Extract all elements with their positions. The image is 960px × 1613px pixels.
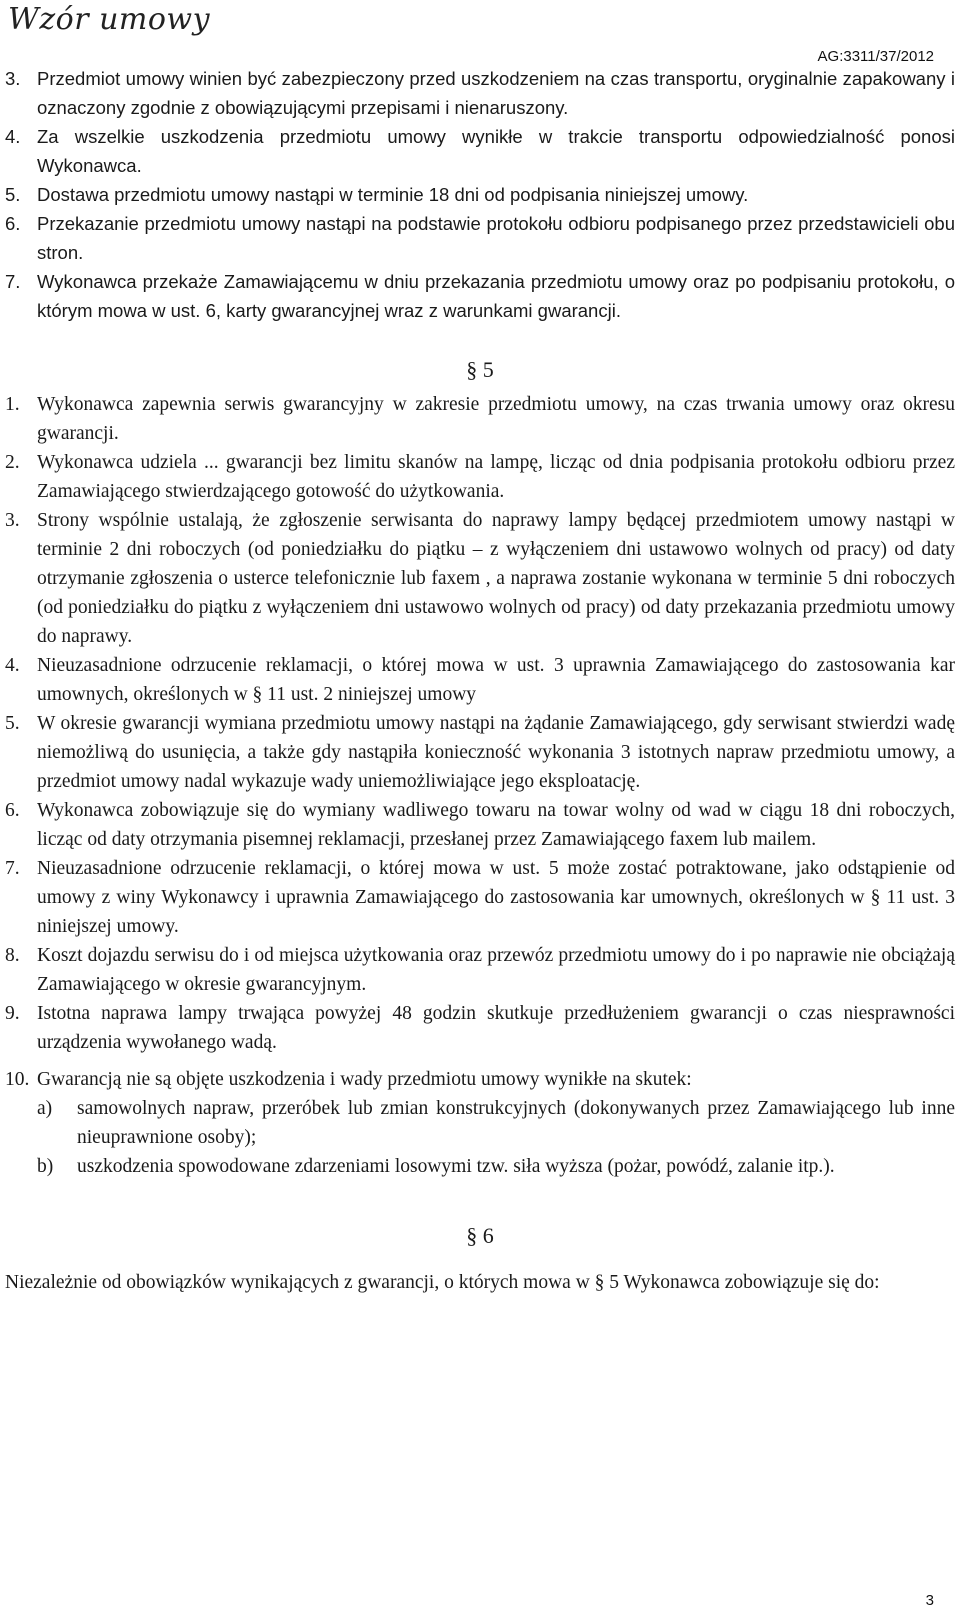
item-text: Przekazanie przedmiotu umowy nastąpi na podstawie protokołu odbioru podpisanego przez przedstawicieli obu stron.	[37, 213, 955, 263]
item-text: Wykonawca udziela ... gwarancji bez limitu skanów na lampę, licząc od dnia podpisania protokołu odbioru przez Zamawiającego stwierdzającego gotowość do użytkowania.	[37, 452, 955, 502]
list-item	[5, 709, 955, 796]
list-item	[5, 64, 955, 122]
item-number: 5.	[5, 184, 21, 205]
list-item	[5, 180, 955, 209]
item-number: 7.	[5, 271, 21, 292]
item-number: 5.	[5, 713, 20, 734]
list-item	[5, 651, 955, 709]
item-number: 10.	[5, 1069, 30, 1090]
sub-item-text: samowolnych napraw, przeróbek lub zmian konstrukcyjnych (dokonywanych przez Zamawiającego lub inne nieuprawnione osoby);	[77, 1098, 955, 1148]
item-text: Wykonawca zobowiązuje się do wymiany wadliwego towaru na towar wolny od wad w ciągu 18 dni roboczych, licząc od daty otrzymania pisemnej reklamacji, przesłanej przez Zamawiającego faxem lub mailem.	[37, 800, 955, 850]
list-item	[5, 854, 955, 941]
sub-item-letter: a)	[37, 1098, 53, 1119]
list-item	[5, 796, 955, 854]
sub-list-item	[5, 1094, 955, 1152]
list-item	[5, 1065, 955, 1094]
section-5-items	[5, 390, 955, 1181]
item-number: 7.	[5, 858, 20, 879]
item-number: 2.	[5, 452, 20, 473]
document-watermark-title: Wzór umowy	[8, 2, 211, 37]
item-text: Za wszelkie uszkodzenia przedmiotu umowy wynikłe w trakcie transportu odpowiedzialność ponosi Wykonawca.	[37, 126, 955, 176]
sub-item-text: uszkodzenia spowodowane zdarzeniami losowymi tzw. siła wyższa (pożar, powódź, zalanie itp.).	[77, 1156, 835, 1177]
item-text: Przedmiot umowy winien być zabezpieczony przed uszkodzeniem na czas transportu, oryginalnie zapakowany i oznaczony zgodnie z obowiązującymi przepisami i nienaruszony.	[37, 68, 955, 118]
item-text: Nieuzasadnione odrzucenie reklamacji, o której mowa w ust. 5 może zostać potraktowane, jako odstąpienie od umowy z winy Wykonawcy i uprawnia Zamawiającego do zastosowania kar umownych, określonych w § 11 ust. 3 niniejszej umowy.	[37, 858, 955, 937]
list-item	[5, 506, 955, 651]
item-text: Wykonawca zapewnia serwis gwarancyjny w zakresie przedmiotu umowy, na czas trwania umowy oraz okresu gwarancji.	[37, 394, 955, 444]
item-text: Dostawa przedmiotu umowy nastąpi w terminie 18 dni od podpisania niniejszej umowy.	[37, 184, 749, 205]
item-text: Koszt dojazdu serwisu do i od miejsca użytkowania oraz przewóz przedmiotu umowy do i po naprawie nie obciążają Zamawiającego w okresie gwarancyjnym.	[37, 945, 955, 995]
item-number: 4.	[5, 655, 20, 676]
list-item	[5, 448, 955, 506]
list-item	[5, 390, 955, 448]
item-text: Strony wspólnie ustalają, że zgłoszenie serwisanta do naprawy lampy będącej przedmiotem umowy nastąpi w terminie 2 dni roboczych (od poniedziałku do piątku – z wyłączeniem dni ustawowo wolnych od pracy) od daty otrzymanie zgłoszenia o usterce telefonicznie lub faxem , a naprawa zostanie wykonana w terminie 5 dni roboczych (od poniedziałku do piątku z wyłączeniem dni ustawowo wolnych od pracy) od daty przekazania przedmiotu umowy do naprawy.	[37, 510, 955, 647]
sub-list-item	[5, 1152, 955, 1181]
item-text: Wykonawca przekaże Zamawiającemu w dniu przekazania przedmiotu umowy oraz po podpisaniu protokołu, o którym mowa w ust. 6, karty gwarancyjnej wraz z warunkami gwarancji.	[37, 271, 955, 321]
item-number: 9.	[5, 1003, 20, 1024]
item-text: W okresie gwarancji wymiana przedmiotu umowy nastąpi na żądanie Zamawiającego, gdy serwisant stwierdzi wadę niemożliwą do usunięcia, a także gdy nastąpiła konieczność wykonania 3 istotnych napraw przedmiotu umowy, a przedmiot umowy nadal wykazuje wady uniemożliwiające jego eksploatację.	[37, 713, 955, 792]
page-number: 3	[925, 1592, 934, 1609]
item-text: Nieuzasadnione odrzucenie reklamacji, o której mowa w ust. 3 uprawnia Zamawiającego do zastosowania kar umownych, określonych w § 11 ust. 2 niniejszej umowy	[37, 655, 955, 705]
list-item	[5, 122, 955, 180]
list-item	[5, 267, 955, 325]
list-item	[5, 999, 955, 1057]
item-number: 3.	[5, 68, 21, 89]
document-reference: AG:3311/37/2012	[817, 48, 934, 65]
item-number: 1.	[5, 394, 20, 415]
item-text: Gwarancją nie są objęte uszkodzenia i wady przedmiotu umowy wynikłe na skutek:	[37, 1069, 692, 1090]
section-6-heading: § 6	[466, 1223, 494, 1248]
item-number: 6.	[5, 213, 21, 234]
delivery-items	[5, 64, 955, 325]
item-text: Istotna naprawa lampy trwająca powyżej 48 godzin skutkuje przedłużeniem gwarancji o czas niesprawności urządzenia wywołanego wadą.	[37, 1003, 955, 1053]
section-5-heading: § 5	[466, 357, 494, 382]
sub-item-letter: b)	[37, 1156, 54, 1177]
list-item	[5, 941, 955, 999]
section-6-intro: Niezależnie od obowiązków wynikających z gwarancji, o których mowa w § 5 Wykonawca zobowiązuje się do:	[5, 1272, 880, 1293]
item-number: 3.	[5, 510, 20, 531]
document-body	[5, 64, 955, 1297]
item-number: 8.	[5, 945, 20, 966]
item-number: 6.	[5, 800, 20, 821]
item-number: 4.	[5, 126, 21, 147]
list-item	[5, 209, 955, 267]
